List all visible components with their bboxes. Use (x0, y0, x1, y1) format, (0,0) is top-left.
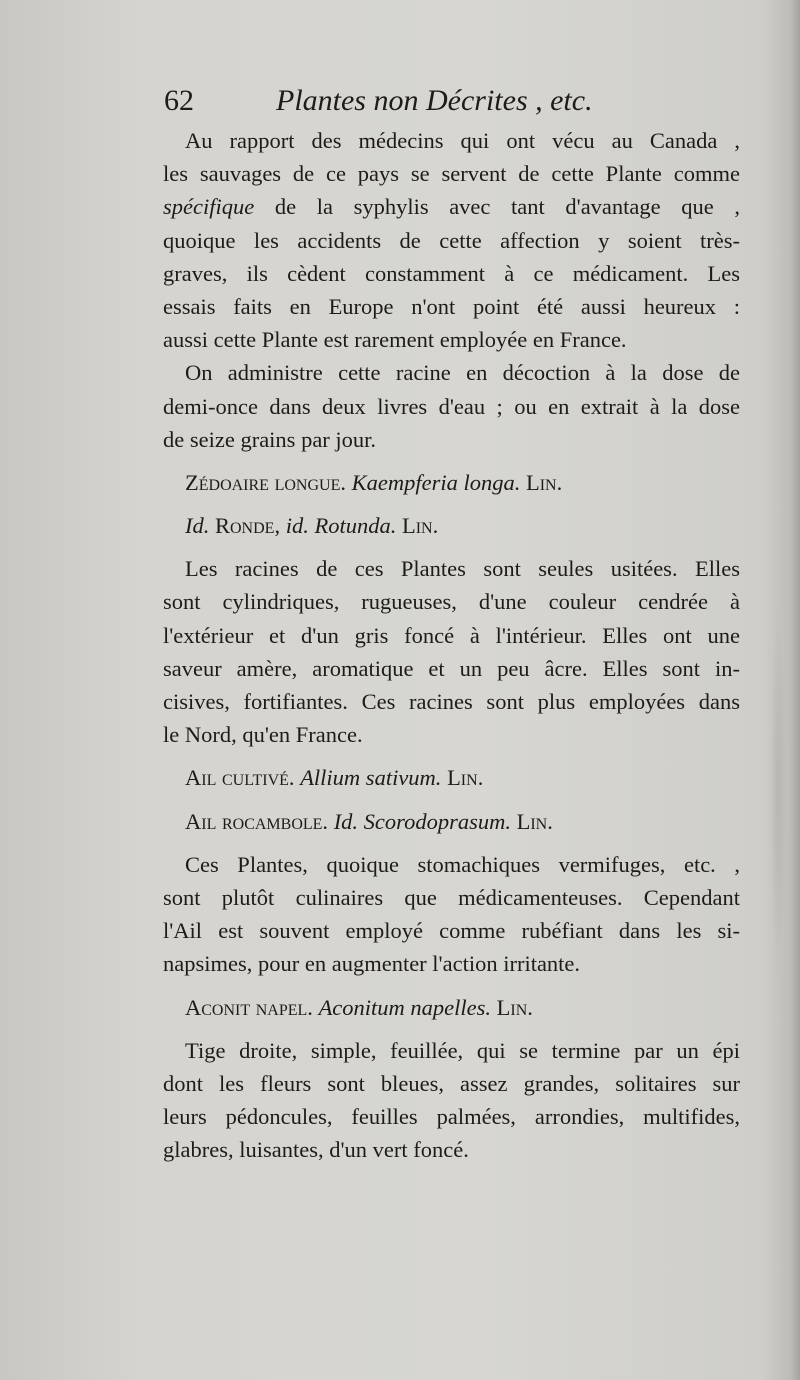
id-abbrev: id. (285, 513, 309, 539)
body-text (163, 124, 740, 1166)
paragraph-line: l'Ail est souvent employé comme rubéfiant dans les si- (163, 918, 740, 944)
latin-name: Rotunda. (314, 513, 397, 539)
paragraph-line: napsimes, pour en augmenter l'action irritante. (163, 951, 581, 977)
common-name: Ail rocambole. (185, 808, 329, 834)
paragraph-line: sont plutôt culinaires que médicamenteuses. Cependant (163, 884, 740, 910)
paragraph-line: sont cylindriques, rugueuses, d'une couleur cendrée à (163, 589, 740, 615)
paragraph-line: cisives, fortifiantes. Ces racines sont plus employées dans (163, 689, 740, 714)
latin-name: Aconitum napelles. (318, 994, 492, 1020)
paragraph-line: aussi cette Plante est rarement employée en France. (163, 327, 627, 353)
paragraph-line: Les racines de ces Plantes sont seules usitées. Elles (185, 556, 740, 582)
paragraph-line: de seize grains par jour. (163, 426, 377, 452)
spacer (163, 456, 740, 466)
paragraph-line: essais faits en Europe n'ont point été aussi heureux : (163, 293, 740, 319)
common-name: Zédoaire longue. (185, 469, 346, 495)
latin-name: Id. Scorodoprasum. (333, 808, 511, 834)
paragraph-line: l'extérieur et d'un gris foncé à l'intérieur. Elles ont une (163, 622, 740, 648)
entry-heading-zedoaire-ronde (163, 509, 740, 542)
spacer (163, 1024, 740, 1034)
paragraph-line: Tige droite, simple, feuillée, qui se termine par un épi (185, 1037, 740, 1063)
common-name: Ail cultivé. (185, 765, 295, 791)
paragraph-line: Au rapport des médecins qui ont vécu au Canada , (185, 128, 740, 153)
entry-heading-ail-cultive (163, 761, 740, 794)
page-edge-shadow (790, 0, 800, 1380)
authority: Lin. (401, 513, 439, 539)
emphasis-word: spécifique (163, 194, 255, 220)
paragraph-line: spécifique de la syphylis avec tant d'avantage que , (163, 194, 740, 220)
paragraph-line: quoique les accidents de cette affection y soient très- (163, 227, 740, 253)
spacer (163, 838, 740, 848)
spacer (163, 542, 740, 552)
running-title: Plantes non Décrites , etc. (276, 84, 593, 117)
authority: Lin. (496, 994, 533, 1020)
entry-heading-zedoaire-longue (163, 466, 740, 499)
latin-name: Allium sativum. (300, 765, 442, 791)
paragraph-line: demi-once dans deux livres d'eau ; ou en extrait à la dose (163, 393, 740, 419)
paragraph-line: On administre cette racine en décoction à la dose de (185, 360, 740, 386)
authority: Lin. (516, 808, 553, 834)
spacer (163, 795, 740, 805)
common-name: Aconit napel. (185, 994, 313, 1020)
page-header (164, 84, 634, 124)
spacer (163, 751, 740, 761)
latin-name: Kaempferia longa. (351, 469, 521, 495)
paragraph-line: dont les fleurs sont bleues, assez grandes, solitaires sur (163, 1070, 740, 1096)
paragraph-line: leurs pédoncules, feuilles palmées, arrondies, multifides, (163, 1104, 740, 1130)
spacer (163, 499, 740, 509)
paragraph-line: graves, ils cèdent constamment à ce médicament. Les (163, 260, 740, 286)
page-number: 62 (164, 84, 194, 117)
paragraph-line: saveur amère, aromatique et un peu âcre. Elles sont in- (163, 655, 740, 681)
paragraph-line: Ces Plantes, quoique stomachiques vermifuges, etc. , (185, 851, 740, 877)
paragraph-line: les sauvages de ce pays se servent de cette Plante comme (163, 161, 740, 187)
common-name: Ronde, (215, 513, 281, 539)
spacer (163, 981, 740, 991)
id-prefix: Id. (185, 513, 210, 539)
entry-heading-ail-rocambole (163, 805, 740, 838)
entry-heading-aconit-napel (163, 991, 740, 1024)
authority: Lin. (525, 469, 563, 495)
paragraph-line: glabres, luisantes, d'un vert foncé. (163, 1137, 469, 1163)
page-stain (770, 600, 786, 980)
paragraph-line: le Nord, qu'en France. (163, 722, 363, 748)
authority: Lin. (447, 765, 484, 791)
